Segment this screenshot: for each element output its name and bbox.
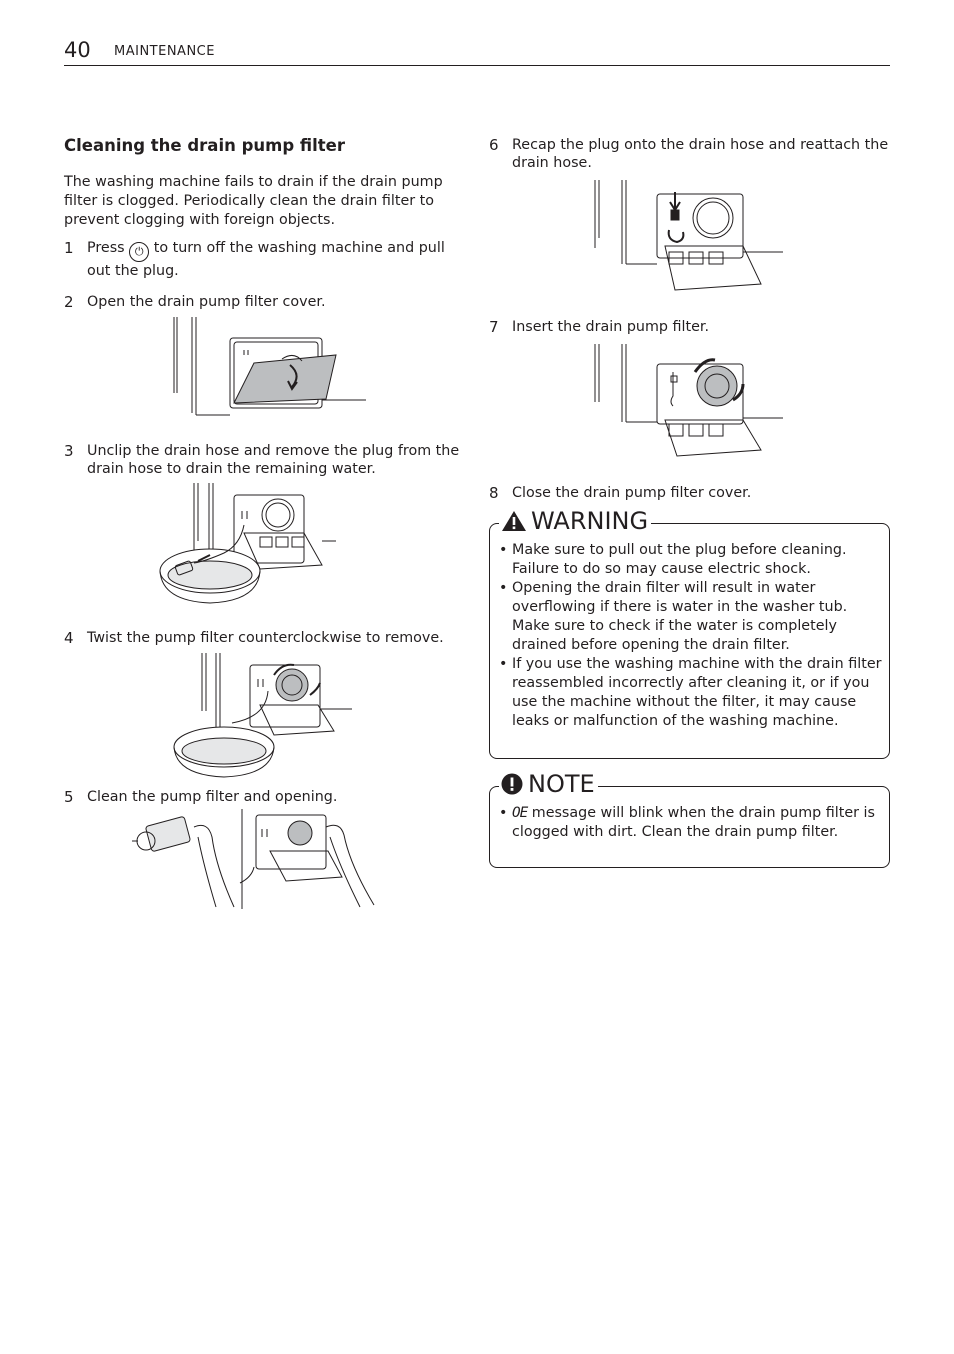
drain-hose-bowl-illustration <box>64 481 466 617</box>
step-number: 4 <box>64 629 74 647</box>
warning-list <box>490 524 889 731</box>
step-text: Unclip the drain hose and remove the plug from the drain hose to drain the remaining water. <box>87 443 460 477</box>
step-text: Insert the drain pump filter. <box>512 319 710 335</box>
clean-filter-illustration <box>64 807 466 911</box>
twist-filter-illustration <box>64 651 466 783</box>
insert-filter-illustration <box>489 342 891 462</box>
step-number: 3 <box>64 442 74 460</box>
right-column <box>489 136 891 502</box>
step-6 <box>489 136 891 172</box>
step-text: Close the drain pump filter cover. <box>512 485 752 501</box>
warning-heading <box>499 507 651 535</box>
page-number: 40 <box>64 38 91 62</box>
step-7 <box>489 318 891 336</box>
step-1 <box>64 239 466 280</box>
section-title: Cleaning the drain pump filter <box>64 136 345 155</box>
step-text: Open the drain pump filter cover. <box>87 294 326 310</box>
step-text: Clean the pump filter and opening. <box>87 789 338 805</box>
warning-item: • If you use the washing machine with the drain filter reassembled incorrectly after cleaning it, or if you use the machine without the filter, it may cause leaks or malfunction of the washing machine. <box>490 655 889 731</box>
step-text: Press <box>87 240 125 256</box>
open-cover-illustration <box>64 315 466 425</box>
step-text: Twist the pump filter counterclockwise to remove. <box>87 630 444 646</box>
note-item <box>490 804 889 842</box>
intro-paragraph: The washing machine fails to drain if the drain pump filter is clogged. Periodically clean the drain filter to prevent clogging with foreign objects. <box>64 174 443 228</box>
step-number: 5 <box>64 788 74 806</box>
step-number: 6 <box>489 136 499 154</box>
step-number: 2 <box>64 293 74 311</box>
left-column <box>64 136 466 911</box>
step-3 <box>64 442 466 478</box>
page-header <box>64 38 890 66</box>
exclamation-circle-icon <box>501 773 523 795</box>
step-number: 7 <box>489 318 499 336</box>
note-box <box>489 770 890 868</box>
step-number: 8 <box>489 484 499 502</box>
note-heading <box>499 770 598 798</box>
warning-item: • Opening the drain filter will result in water overflowing if there is water in the washer tub. Make sure to check if the water is completely drained before opening the drain filter. <box>490 579 889 655</box>
warning-item: • Make sure to pull out the plug before cleaning. Failure to do so may cause electric shock. <box>490 541 889 579</box>
warning-triangle-icon <box>501 510 527 532</box>
section-name: MAINTENANCE <box>114 44 215 59</box>
step-8 <box>489 484 891 502</box>
step-4 <box>64 629 466 647</box>
note-text: message will blink when the drain pump filter is clogged with dirt. Clean the drain pump filter. <box>512 805 875 840</box>
warning-title: WARNING <box>531 507 649 535</box>
recap-plug-illustration <box>489 178 891 300</box>
error-code: OE <box>512 805 528 821</box>
step-text: Recap the plug onto the drain hose and reattach the drain hose. <box>512 137 889 171</box>
step-number: 1 <box>64 239 74 257</box>
power-button-icon: ⏻ <box>129 242 149 262</box>
warning-box <box>489 507 890 759</box>
step-2 <box>64 293 466 311</box>
step-text: to turn off the washing machine and pull out the plug. <box>87 240 445 279</box>
step-5 <box>64 788 466 806</box>
note-title: NOTE <box>528 770 595 798</box>
